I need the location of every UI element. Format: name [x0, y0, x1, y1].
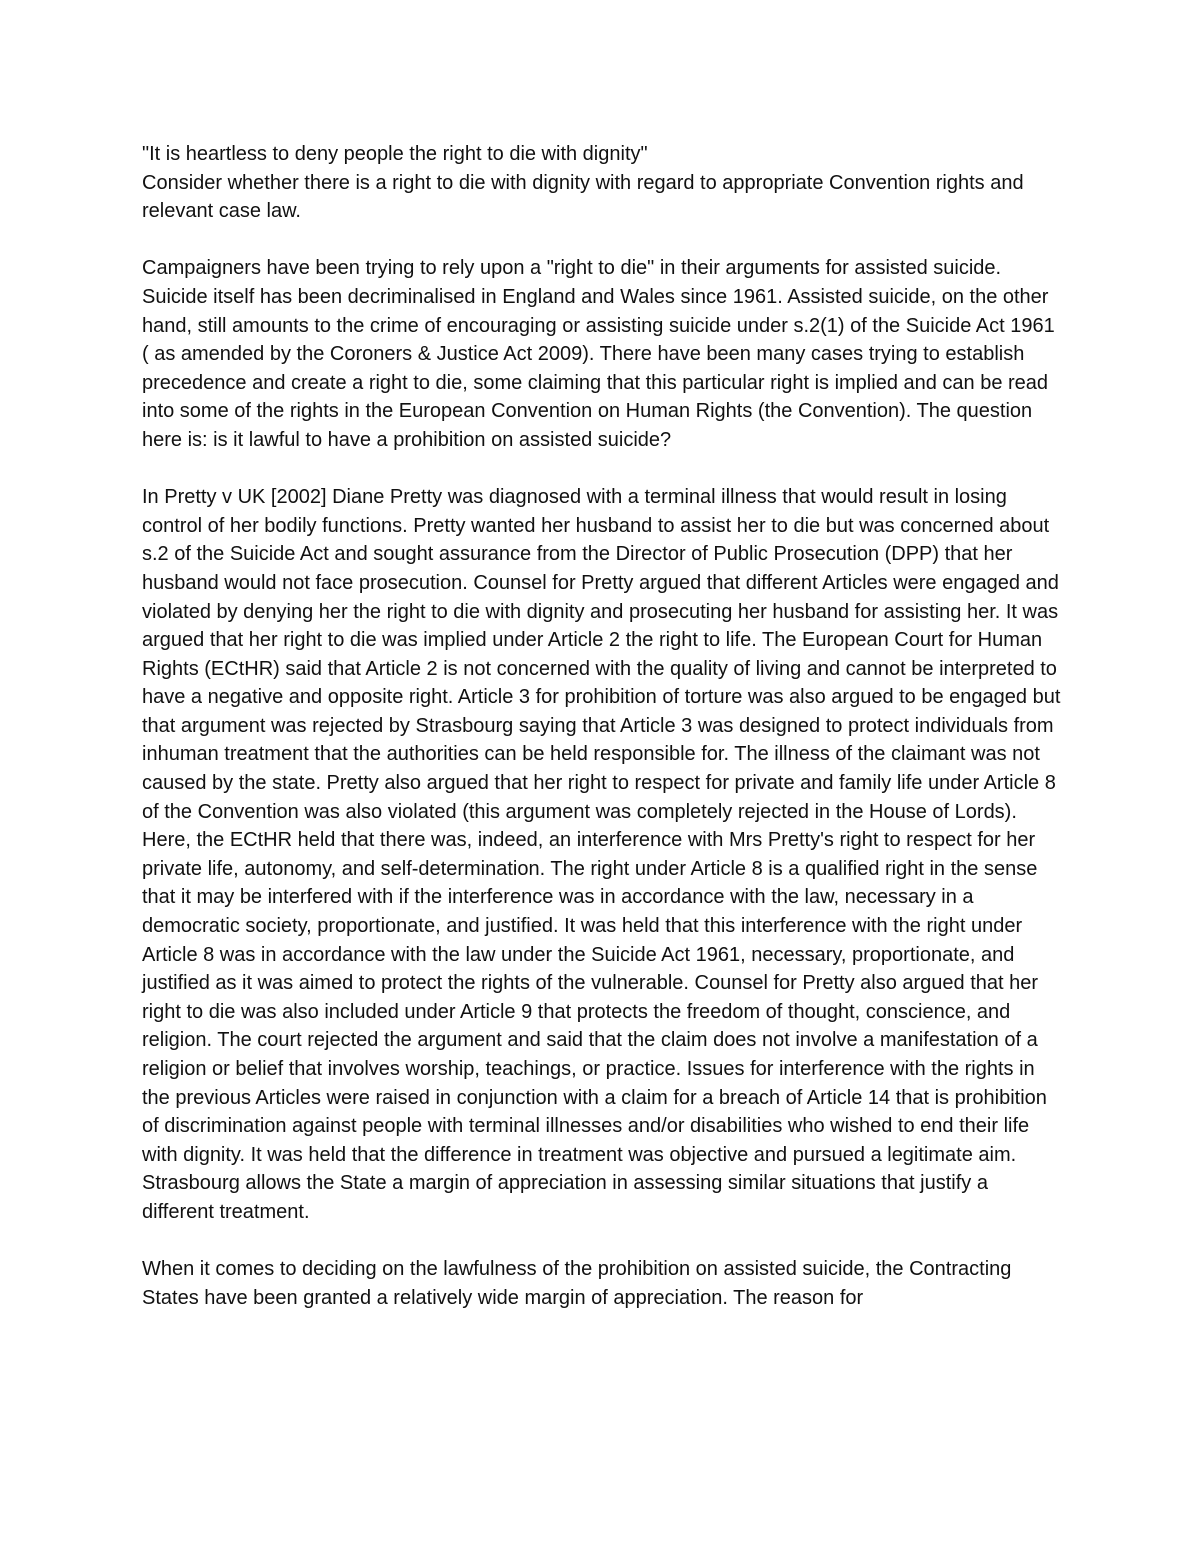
- essay-question: Consider whether there is a right to die with dignity with regard to appropriate Convention rights and relevant case law.: [142, 171, 1024, 223]
- essay-quote: "It is heartless to deny people the right to die with dignity": [142, 143, 648, 165]
- document-body: [142, 140, 1062, 1312]
- paragraph-pretty-v-uk: In Pretty v UK [2002] Diane Pretty was diagnosed with a terminal illness that would result in losing control of her bodily functions. Pretty wanted her husband to assist her to die but was concerned about s.2 of the Suicide Act and sought assurance from the Director of Public Prosecution (DPP) that her husband would not face prosecution. Counsel for Pretty argued that different Articles were engaged and violated by denying her the right to die with dignity and prosecuting her husband for assisting her. It was argued that her right to die was implied under Article 2 the right to life. The European Court for Human Rights (ECtHR) said that Article 2 is not concerned with the quality of living and cannot be interpreted to have a negative and opposite right. Article 3 for prohibition of torture was also argued to be engaged but that argument was rejected by Strasbourg saying that Article 3 was designed to protect individuals from inhuman treatment that the authorities can be held responsible for. The illness of the claimant was not caused by the state. Pretty also argued that her right to respect for private and family life under Article 8 of the Convention was also violated (this argument was completely rejected in the House of Lords). Here, the ECtHR held that there was, indeed, an interference with Mrs Pretty's right to respect for her private life, autonomy, and self-determination. The right under Article 8 is a qualified right in the sense that it may be interfered with if the interference was in accordance with the law, necessary in a democratic society, proportionate, and justified. It was held that this interference with the right under Article 8 was in accordance with the law under the Suicide Act 1961, necessary, proportionate, and justified as it was aimed to protect the rights of the vulnerable. Counsel for Pretty also argued that her right to die was also included under Article 9 that protects the freedom of thought, conscience, and religion. The court rejected the argument and said that the claim does not involve a manifestation of a religion or belief that involves worship, teachings, or practice. Issues for interference with the rights in the previous Articles were raised in conjunction with a claim for a breach of Article 14 that is prohibition of discrimination against people with terminal illnesses and/or disabilities who wished to end their life with dignity. It was held that the difference in treatment was objective and pursued a legitimate aim. Strasbourg allows the State a margin of appreciation in assessing similar situations that justify a different treatment.: [142, 486, 1061, 1223]
- paragraph-intro: Campaigners have been trying to rely upon a "right to die" in their arguments for assisted suicide. Suicide itself has been decriminalised in England and Wales since 1961. Assisted suicide, on the other hand, still amounts to the crime of encouraging or assisting suicide under s.2(1) of the Suicide Act 1961 ( as amended by the Coroners & Justice Act 2009). There have been many cases trying to establish precedence and create a right to die, some claiming that this particular right is implied and can be read into some of the rights in the European Convention on Human Rights (the Convention). The question here is: is it lawful to have a prohibition on assisted suicide?: [142, 257, 1055, 451]
- paragraph-margin-of-appreciation: When it comes to deciding on the lawfulness of the prohibition on assisted suicide, the Contracting States have been granted a relatively wide margin of appreciation. The reason for: [142, 1258, 1012, 1309]
